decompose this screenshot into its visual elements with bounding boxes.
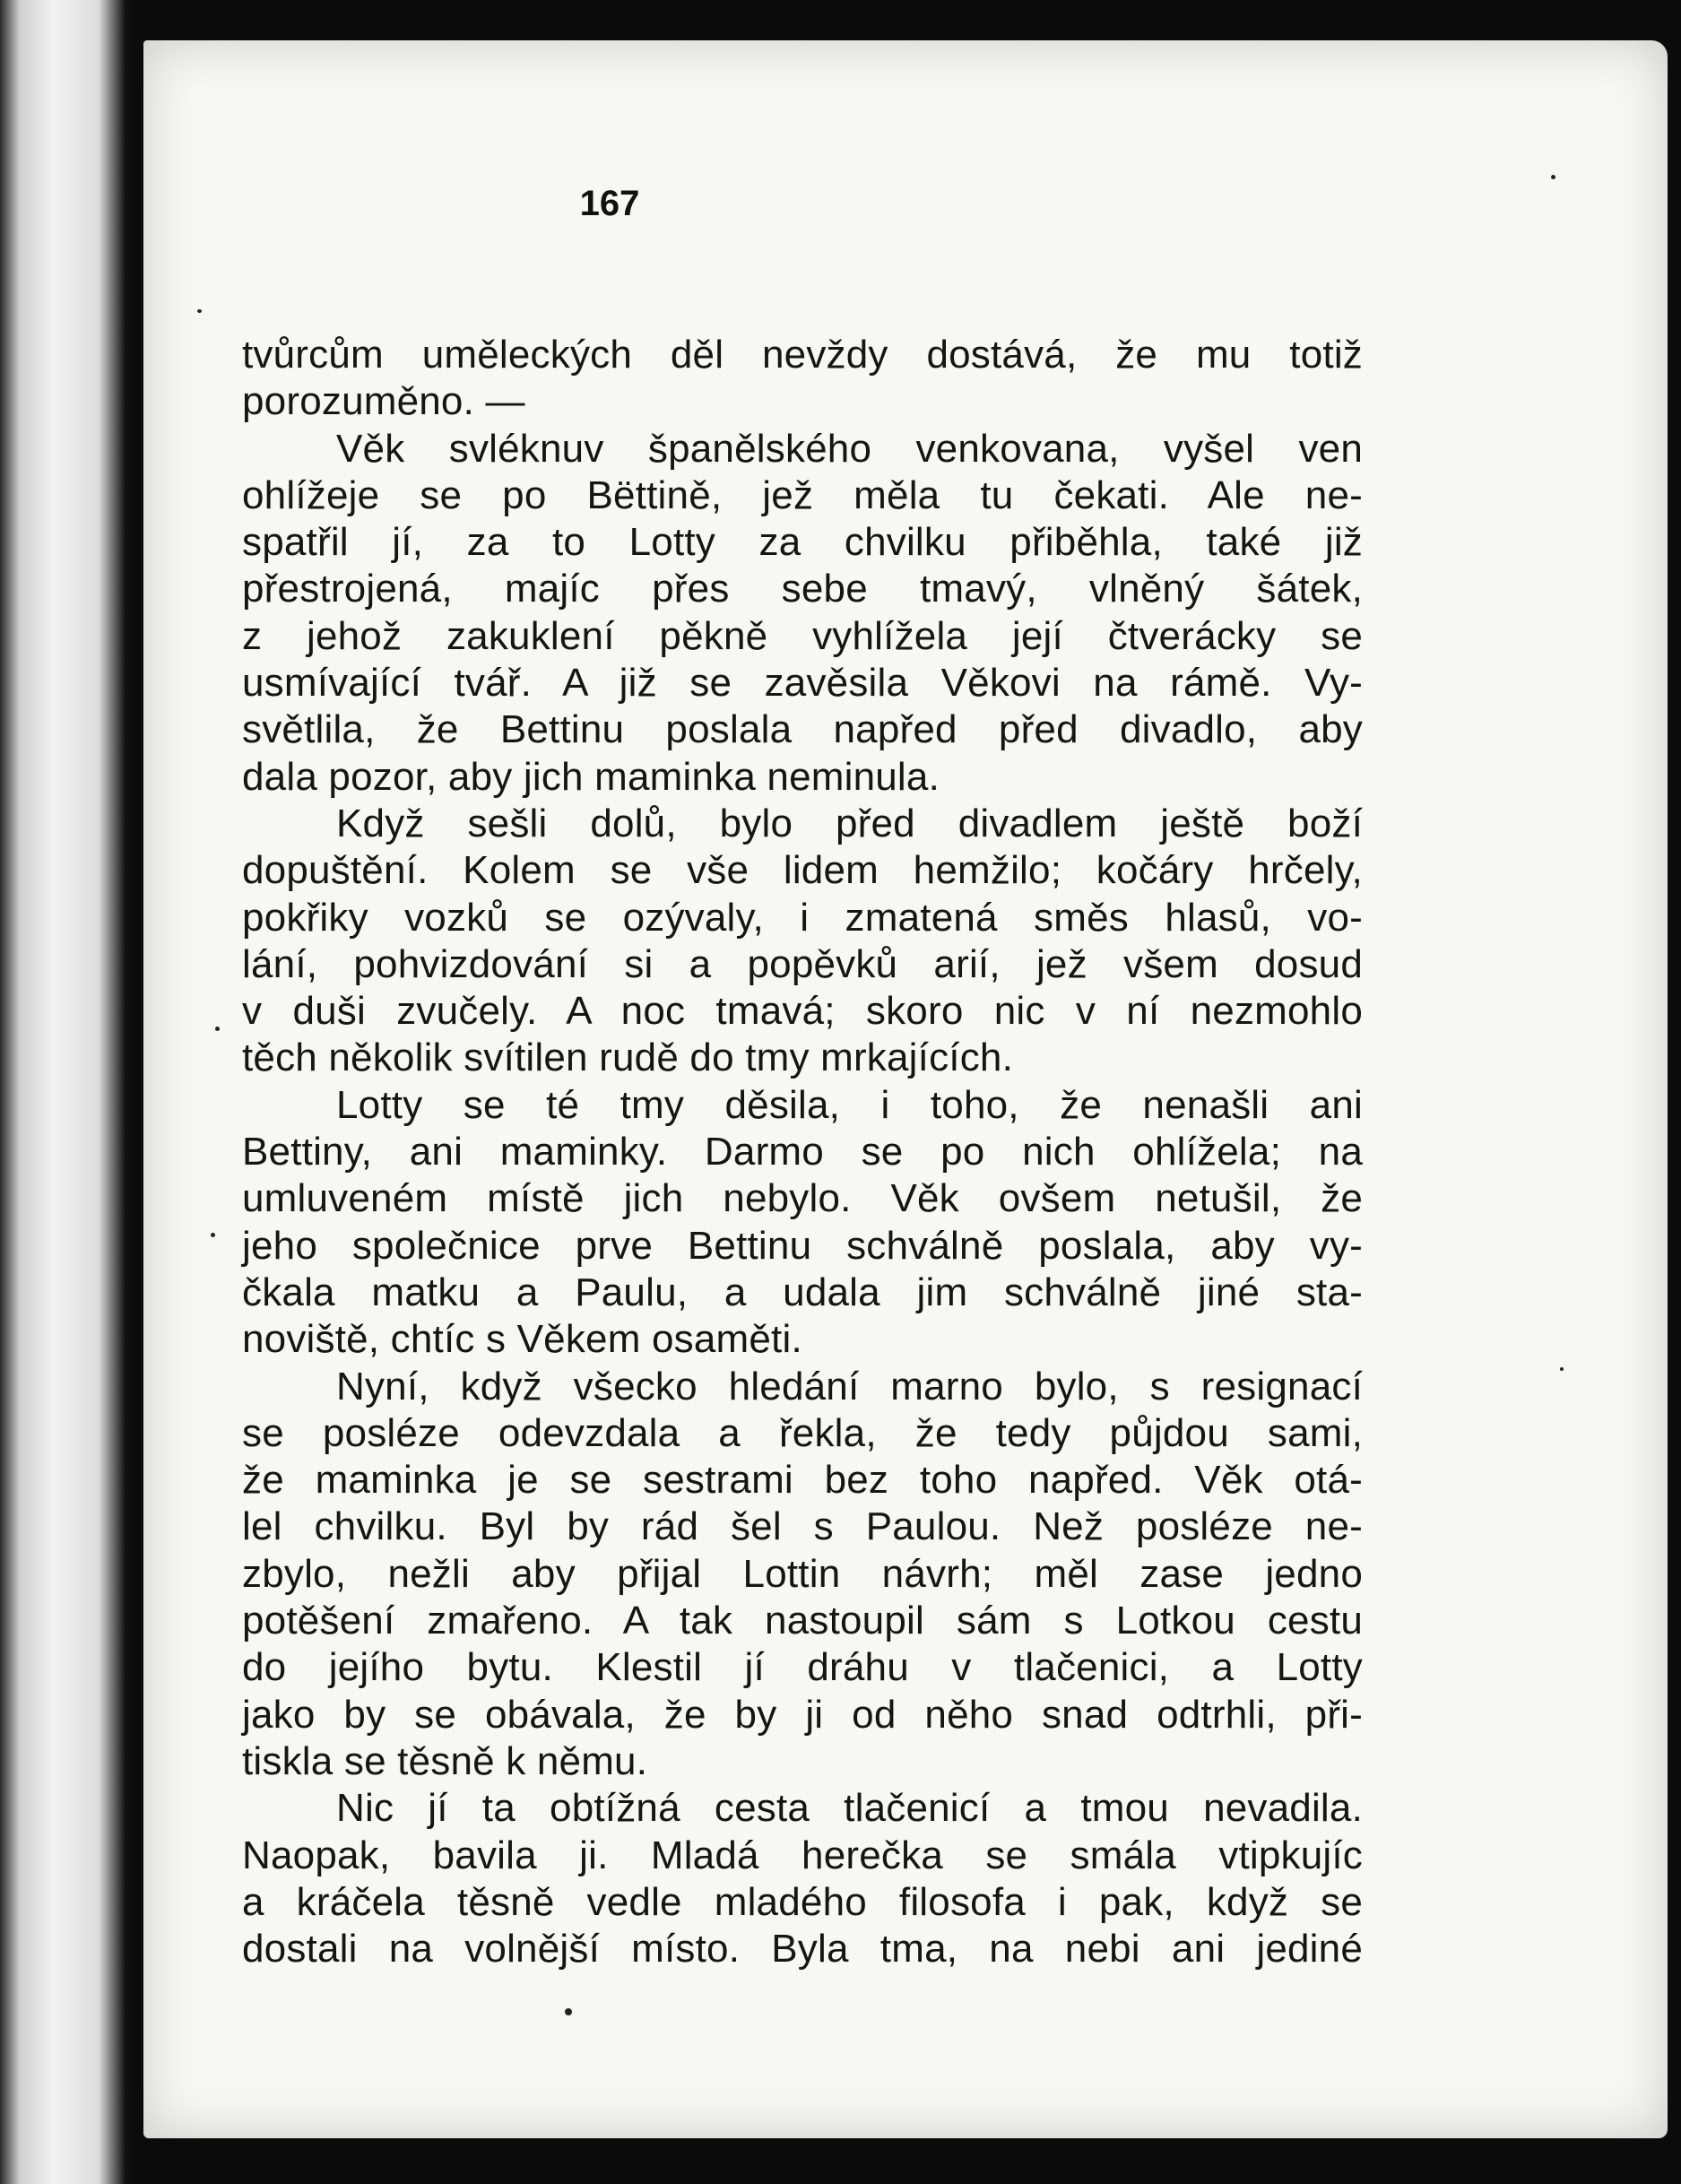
text-line: jako by se obávala, že by ji od něho snad odtrhli, při- [242,1692,1363,1737]
text-line: Nyní, když všecko hledání marno bylo, s resignací [336,1364,1363,1408]
text-line: jeho společnice prve Bettinu schválně poslala, aby vy- [242,1223,1363,1268]
text-line: do jejího bytu. Klestil jí dráhu v tlačenici, a Lotty [242,1645,1363,1690]
text-line: pokřiky vozků se ozývaly, i zmatená směs hlasů, vo- [242,895,1363,940]
text-line: Když sešli dolů, bylo před divadlem ještě boží [336,801,1363,845]
text-line: lel chvilku. Byl by rád šel s Paulou. Než posléze ne- [242,1504,1363,1549]
text-line: noviště, chtíc s Věkem osaměti. [242,1317,802,1362]
text-line: dopuštění. Kolem se vše lidem hemžilo; kočáry hrčely, [242,848,1363,893]
text-line: se posléze odevzdala a řekla, že tedy půjdou sami, [242,1410,1363,1455]
scan-speck [1560,1367,1564,1371]
body-text [242,332,1363,1972]
text-line: těch několik svítilen rudě do tmy mrkajících. [242,1036,1013,1080]
text-line: tvůrcům uměleckých děl nevždy dostává, že mu totiž [242,333,1363,377]
text-line: tiskla se těsně k němu. [242,1738,648,1783]
text-line: ohlížeje se po Bëttině, jež měla tu čekati. Ale ne- [242,472,1363,517]
text-line: lání, pohvizdování si a popěvků arií, jež všem dosud [242,941,1363,986]
text-line: dostali na volnější místo. Byla tma, na nebi ani jediné [242,1927,1363,1972]
page-number: 167 [579,184,640,223]
text-line: světlila, že Bettinu poslala napřed před divadlo, aby [242,707,1363,752]
text-line: že maminka je se sestrami bez toho napřed. Věk otá- [242,1458,1363,1503]
text-line: Věk svléknuv španělského venkovana, vyšel ven [336,426,1363,471]
text-line: v duši zvučely. A noc tmavá; skoro nic v ní nezmohlo [242,989,1363,1034]
scan-speck [211,1233,215,1237]
text-line: Bettiny, ani maminky. Darmo se po nich ohlížela; na [242,1130,1363,1174]
text-line: dala pozor, aby jich maminka neminula. [242,754,940,799]
text-line: Nic jí ta obtížná cesta tlačenicí a tmou nevadila. [336,1786,1363,1831]
scan-speck [1551,175,1555,179]
text-line: Lotty se té tmy děsila, i toho, že nenašli ani [336,1082,1363,1127]
text-line: usmívající tvář. A již se zavěsila Věkovi na rámě. Vy- [242,661,1363,706]
text-line: zbylo, nežli aby přijal Lottin návrh; měl zase jedno [242,1551,1363,1596]
scan-speck [197,309,202,313]
scan-speck [215,1027,220,1031]
text-line: z jehož zakuklení pěkně vyhlížela její čtverácky se [242,613,1363,658]
text-line: porozuměno. — [242,379,525,424]
text-line: umluveném místě jich nebylo. Věk ovšem netušil, že [242,1176,1363,1221]
text-line: přestrojená, majíc přes sebe tmavý, vlněný šátek, [242,567,1363,611]
book-spine-edge [0,0,134,2184]
text-line: spatřil jí, za to Lotty za chvilku přiběhla, také již [242,520,1363,565]
text-line: Naopak, bavila ji. Mladá herečka se smála vtipkujíc [242,1833,1363,1877]
text-line: potěšení zmařeno. A tak nastoupil sám s Lotkou cestu [242,1599,1363,1643]
text-line: a kráčela těsně vedle mladého filosofa i pak, když se [242,1879,1363,1924]
text-line: čkala matku a Paulu, a udala jim schválně jiné sta- [242,1270,1363,1314]
scan-speck [565,2008,572,2015]
book-page [143,40,1668,2138]
